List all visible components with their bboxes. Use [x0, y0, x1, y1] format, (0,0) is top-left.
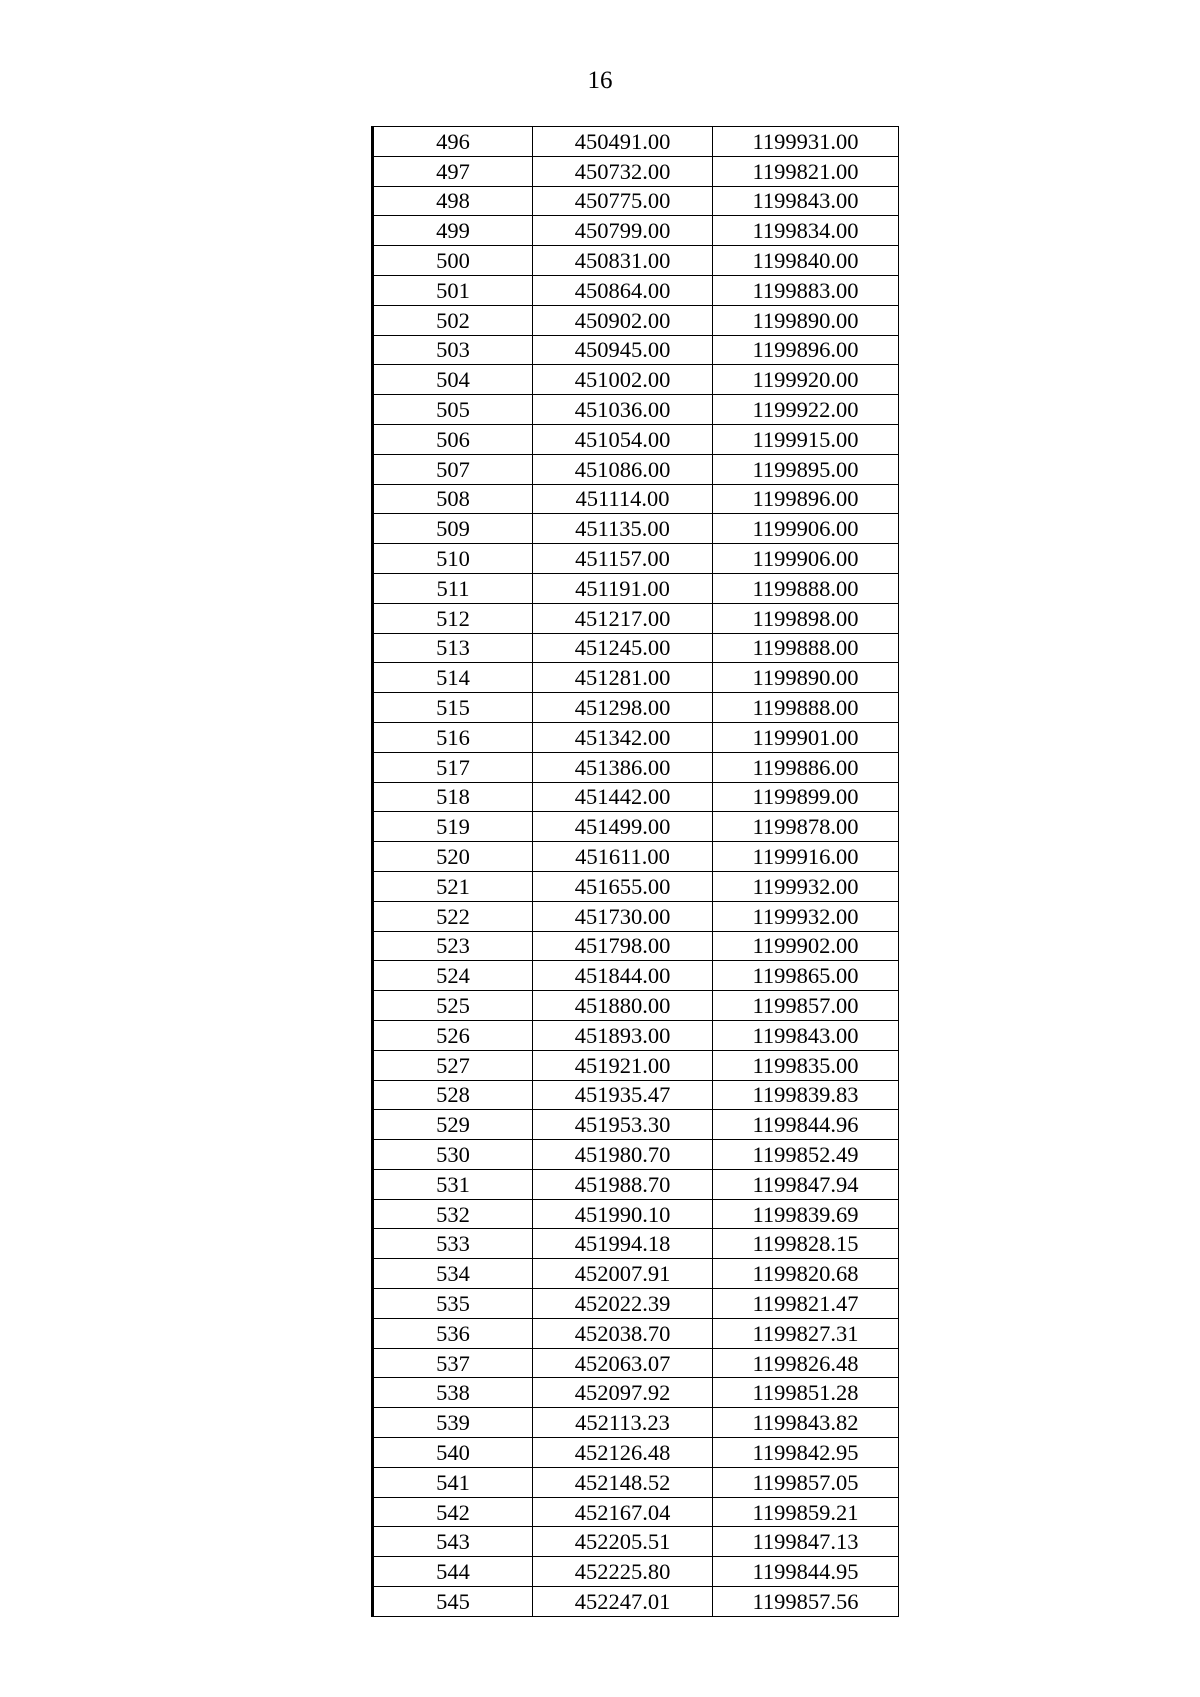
point-number-cell: 499 [373, 216, 533, 246]
table-row [373, 514, 899, 544]
x-coordinate-cell: 450491.00 [533, 127, 713, 157]
y-coordinate-cell: 1199898.00 [713, 603, 899, 633]
y-coordinate-cell: 1199901.00 [713, 722, 899, 752]
point-number-cell: 522 [373, 901, 533, 931]
x-coordinate-cell: 452148.52 [533, 1467, 713, 1497]
y-coordinate-cell: 1199840.00 [713, 246, 899, 276]
x-coordinate-cell: 452126.48 [533, 1438, 713, 1468]
table-row [373, 1378, 899, 1408]
table-row [373, 1050, 899, 1080]
x-coordinate-cell: 452007.91 [533, 1259, 713, 1289]
x-coordinate-cell: 451217.00 [533, 603, 713, 633]
point-number-cell: 540 [373, 1438, 533, 1468]
y-coordinate-cell: 1199821.47 [713, 1289, 899, 1319]
x-coordinate-cell: 451036.00 [533, 395, 713, 425]
table-row [373, 1348, 899, 1378]
y-coordinate-cell: 1199839.83 [713, 1080, 899, 1110]
table-row [373, 1229, 899, 1259]
point-number-cell: 524 [373, 961, 533, 991]
table-row [373, 1527, 899, 1557]
y-coordinate-cell: 1199886.00 [713, 752, 899, 782]
x-coordinate-cell: 452063.07 [533, 1348, 713, 1378]
point-number-cell: 513 [373, 633, 533, 663]
table-row [373, 1467, 899, 1497]
y-coordinate-cell: 1199842.95 [713, 1438, 899, 1468]
point-number-cell: 507 [373, 454, 533, 484]
table-row [373, 633, 899, 663]
table-row [373, 842, 899, 872]
table-row [373, 722, 899, 752]
x-coordinate-cell: 451002.00 [533, 365, 713, 395]
table-row [373, 395, 899, 425]
y-coordinate-cell: 1199883.00 [713, 275, 899, 305]
table-row [373, 931, 899, 961]
y-coordinate-cell: 1199828.15 [713, 1229, 899, 1259]
y-coordinate-cell: 1199902.00 [713, 931, 899, 961]
x-coordinate-cell: 451086.00 [533, 454, 713, 484]
y-coordinate-cell: 1199865.00 [713, 961, 899, 991]
x-coordinate-cell: 451342.00 [533, 722, 713, 752]
x-coordinate-cell: 452225.80 [533, 1557, 713, 1587]
table-row [373, 1289, 899, 1319]
x-coordinate-cell: 452113.23 [533, 1408, 713, 1438]
point-number-cell: 529 [373, 1110, 533, 1140]
table-row [373, 365, 899, 395]
y-coordinate-cell: 1199857.56 [713, 1587, 899, 1617]
y-coordinate-cell: 1199843.00 [713, 1020, 899, 1050]
table-row [373, 544, 899, 574]
y-coordinate-cell: 1199857.05 [713, 1467, 899, 1497]
x-coordinate-cell: 450864.00 [533, 275, 713, 305]
point-number-cell: 512 [373, 603, 533, 633]
table-row [373, 1259, 899, 1289]
x-coordinate-cell: 451281.00 [533, 663, 713, 693]
x-coordinate-cell: 451655.00 [533, 871, 713, 901]
point-number-cell: 511 [373, 573, 533, 603]
y-coordinate-cell: 1199931.00 [713, 127, 899, 157]
y-coordinate-cell: 1199916.00 [713, 842, 899, 872]
point-number-cell: 539 [373, 1408, 533, 1438]
y-coordinate-cell: 1199821.00 [713, 156, 899, 186]
point-number-cell: 535 [373, 1289, 533, 1319]
point-number-cell: 536 [373, 1318, 533, 1348]
point-number-cell: 520 [373, 842, 533, 872]
x-coordinate-cell: 452247.01 [533, 1587, 713, 1617]
y-coordinate-cell: 1199888.00 [713, 633, 899, 663]
x-coordinate-cell: 451953.30 [533, 1110, 713, 1140]
point-number-cell: 533 [373, 1229, 533, 1259]
table-row [373, 484, 899, 514]
x-coordinate-cell: 451114.00 [533, 484, 713, 514]
y-coordinate-cell: 1199906.00 [713, 514, 899, 544]
point-number-cell: 525 [373, 991, 533, 1021]
table-row [373, 871, 899, 901]
table-row [373, 454, 899, 484]
point-number-cell: 531 [373, 1169, 533, 1199]
point-number-cell: 543 [373, 1527, 533, 1557]
point-number-cell: 527 [373, 1050, 533, 1080]
x-coordinate-cell: 451798.00 [533, 931, 713, 961]
y-coordinate-cell: 1199847.94 [713, 1169, 899, 1199]
point-number-cell: 534 [373, 1259, 533, 1289]
y-coordinate-cell: 1199896.00 [713, 335, 899, 365]
table-row [373, 1557, 899, 1587]
y-coordinate-cell: 1199896.00 [713, 484, 899, 514]
y-coordinate-cell: 1199852.49 [713, 1140, 899, 1170]
y-coordinate-cell: 1199920.00 [713, 365, 899, 395]
point-number-cell: 504 [373, 365, 533, 395]
x-coordinate-cell: 452097.92 [533, 1378, 713, 1408]
y-coordinate-cell: 1199932.00 [713, 871, 899, 901]
point-number-cell: 509 [373, 514, 533, 544]
x-coordinate-cell: 451386.00 [533, 752, 713, 782]
point-number-cell: 545 [373, 1587, 533, 1617]
y-coordinate-cell: 1199835.00 [713, 1050, 899, 1080]
y-coordinate-cell: 1199859.21 [713, 1497, 899, 1527]
y-coordinate-cell: 1199857.00 [713, 991, 899, 1021]
point-number-cell: 505 [373, 395, 533, 425]
point-number-cell: 497 [373, 156, 533, 186]
x-coordinate-cell: 451980.70 [533, 1140, 713, 1170]
table-row [373, 156, 899, 186]
y-coordinate-cell: 1199890.00 [713, 663, 899, 693]
x-coordinate-cell: 450831.00 [533, 246, 713, 276]
point-number-cell: 528 [373, 1080, 533, 1110]
table-row [373, 991, 899, 1021]
point-number-cell: 502 [373, 305, 533, 335]
y-coordinate-cell: 1199906.00 [713, 544, 899, 574]
x-coordinate-cell: 451191.00 [533, 573, 713, 603]
table-row [373, 603, 899, 633]
point-number-cell: 519 [373, 812, 533, 842]
point-number-cell: 541 [373, 1467, 533, 1497]
y-coordinate-cell: 1199827.31 [713, 1318, 899, 1348]
y-coordinate-cell: 1199890.00 [713, 305, 899, 335]
point-number-cell: 516 [373, 722, 533, 752]
table-row [373, 186, 899, 216]
x-coordinate-cell: 450775.00 [533, 186, 713, 216]
table-row [373, 1140, 899, 1170]
table-row [373, 275, 899, 305]
y-coordinate-cell: 1199851.28 [713, 1378, 899, 1408]
table-row [373, 305, 899, 335]
table-row [373, 1080, 899, 1110]
y-coordinate-cell: 1199878.00 [713, 812, 899, 842]
x-coordinate-cell: 452038.70 [533, 1318, 713, 1348]
point-number-cell: 515 [373, 693, 533, 723]
table-row [373, 693, 899, 723]
y-coordinate-cell: 1199932.00 [713, 901, 899, 931]
table-row [373, 1020, 899, 1050]
x-coordinate-cell: 451298.00 [533, 693, 713, 723]
y-coordinate-cell: 1199843.00 [713, 186, 899, 216]
table-row [373, 424, 899, 454]
table-row [373, 663, 899, 693]
x-coordinate-cell: 451157.00 [533, 544, 713, 574]
x-coordinate-cell: 451844.00 [533, 961, 713, 991]
table-row [373, 782, 899, 812]
x-coordinate-cell: 450799.00 [533, 216, 713, 246]
y-coordinate-cell: 1199844.95 [713, 1557, 899, 1587]
point-number-cell: 508 [373, 484, 533, 514]
x-coordinate-cell: 452167.04 [533, 1497, 713, 1527]
x-coordinate-cell: 451921.00 [533, 1050, 713, 1080]
table-row [373, 901, 899, 931]
x-coordinate-cell: 451245.00 [533, 633, 713, 663]
x-coordinate-cell: 450732.00 [533, 156, 713, 186]
table-row [373, 1497, 899, 1527]
table-row [373, 216, 899, 246]
table-row [373, 1587, 899, 1617]
table-row [373, 246, 899, 276]
point-number-cell: 521 [373, 871, 533, 901]
point-number-cell: 514 [373, 663, 533, 693]
x-coordinate-cell: 452205.51 [533, 1527, 713, 1557]
y-coordinate-cell: 1199915.00 [713, 424, 899, 454]
point-number-cell: 517 [373, 752, 533, 782]
point-number-cell: 532 [373, 1199, 533, 1229]
x-coordinate-cell: 451893.00 [533, 1020, 713, 1050]
table-row [373, 1169, 899, 1199]
point-number-cell: 526 [373, 1020, 533, 1050]
x-coordinate-cell: 451935.47 [533, 1080, 713, 1110]
table-row [373, 335, 899, 365]
y-coordinate-cell: 1199888.00 [713, 573, 899, 603]
x-coordinate-cell: 451611.00 [533, 842, 713, 872]
point-number-cell: 498 [373, 186, 533, 216]
page-number: 16 [587, 67, 613, 94]
x-coordinate-cell: 450902.00 [533, 305, 713, 335]
y-coordinate-cell: 1199844.96 [713, 1110, 899, 1140]
x-coordinate-cell: 451054.00 [533, 424, 713, 454]
x-coordinate-cell: 451994.18 [533, 1229, 713, 1259]
point-number-cell: 518 [373, 782, 533, 812]
y-coordinate-cell: 1199843.82 [713, 1408, 899, 1438]
table-row [373, 1438, 899, 1468]
point-number-cell: 506 [373, 424, 533, 454]
x-coordinate-cell: 451135.00 [533, 514, 713, 544]
x-coordinate-cell: 451990.10 [533, 1199, 713, 1229]
x-coordinate-cell: 451499.00 [533, 812, 713, 842]
point-number-cell: 542 [373, 1497, 533, 1527]
table-row [373, 1408, 899, 1438]
y-coordinate-cell: 1199888.00 [713, 693, 899, 723]
table-row [373, 752, 899, 782]
y-coordinate-cell: 1199820.68 [713, 1259, 899, 1289]
y-coordinate-cell: 1199895.00 [713, 454, 899, 484]
table-row [373, 1318, 899, 1348]
coordinates-table [371, 126, 899, 1617]
x-coordinate-cell: 451988.70 [533, 1169, 713, 1199]
x-coordinate-cell: 451442.00 [533, 782, 713, 812]
y-coordinate-cell: 1199839.69 [713, 1199, 899, 1229]
table-row [373, 1110, 899, 1140]
point-number-cell: 538 [373, 1378, 533, 1408]
y-coordinate-cell: 1199826.48 [713, 1348, 899, 1378]
table-row [373, 573, 899, 603]
point-number-cell: 510 [373, 544, 533, 574]
y-coordinate-cell: 1199847.13 [713, 1527, 899, 1557]
point-number-cell: 544 [373, 1557, 533, 1587]
y-coordinate-cell: 1199834.00 [713, 216, 899, 246]
table-row [373, 812, 899, 842]
point-number-cell: 503 [373, 335, 533, 365]
point-number-cell: 530 [373, 1140, 533, 1170]
table-row [373, 127, 899, 157]
point-number-cell: 496 [373, 127, 533, 157]
point-number-cell: 501 [373, 275, 533, 305]
point-number-cell: 500 [373, 246, 533, 276]
point-number-cell: 537 [373, 1348, 533, 1378]
y-coordinate-cell: 1199922.00 [713, 395, 899, 425]
x-coordinate-cell: 451730.00 [533, 901, 713, 931]
table-row [373, 961, 899, 991]
point-number-cell: 523 [373, 931, 533, 961]
coordinates-table-body [373, 127, 899, 1617]
x-coordinate-cell: 452022.39 [533, 1289, 713, 1319]
table-row [373, 1199, 899, 1229]
y-coordinate-cell: 1199899.00 [713, 782, 899, 812]
x-coordinate-cell: 451880.00 [533, 991, 713, 1021]
x-coordinate-cell: 450945.00 [533, 335, 713, 365]
